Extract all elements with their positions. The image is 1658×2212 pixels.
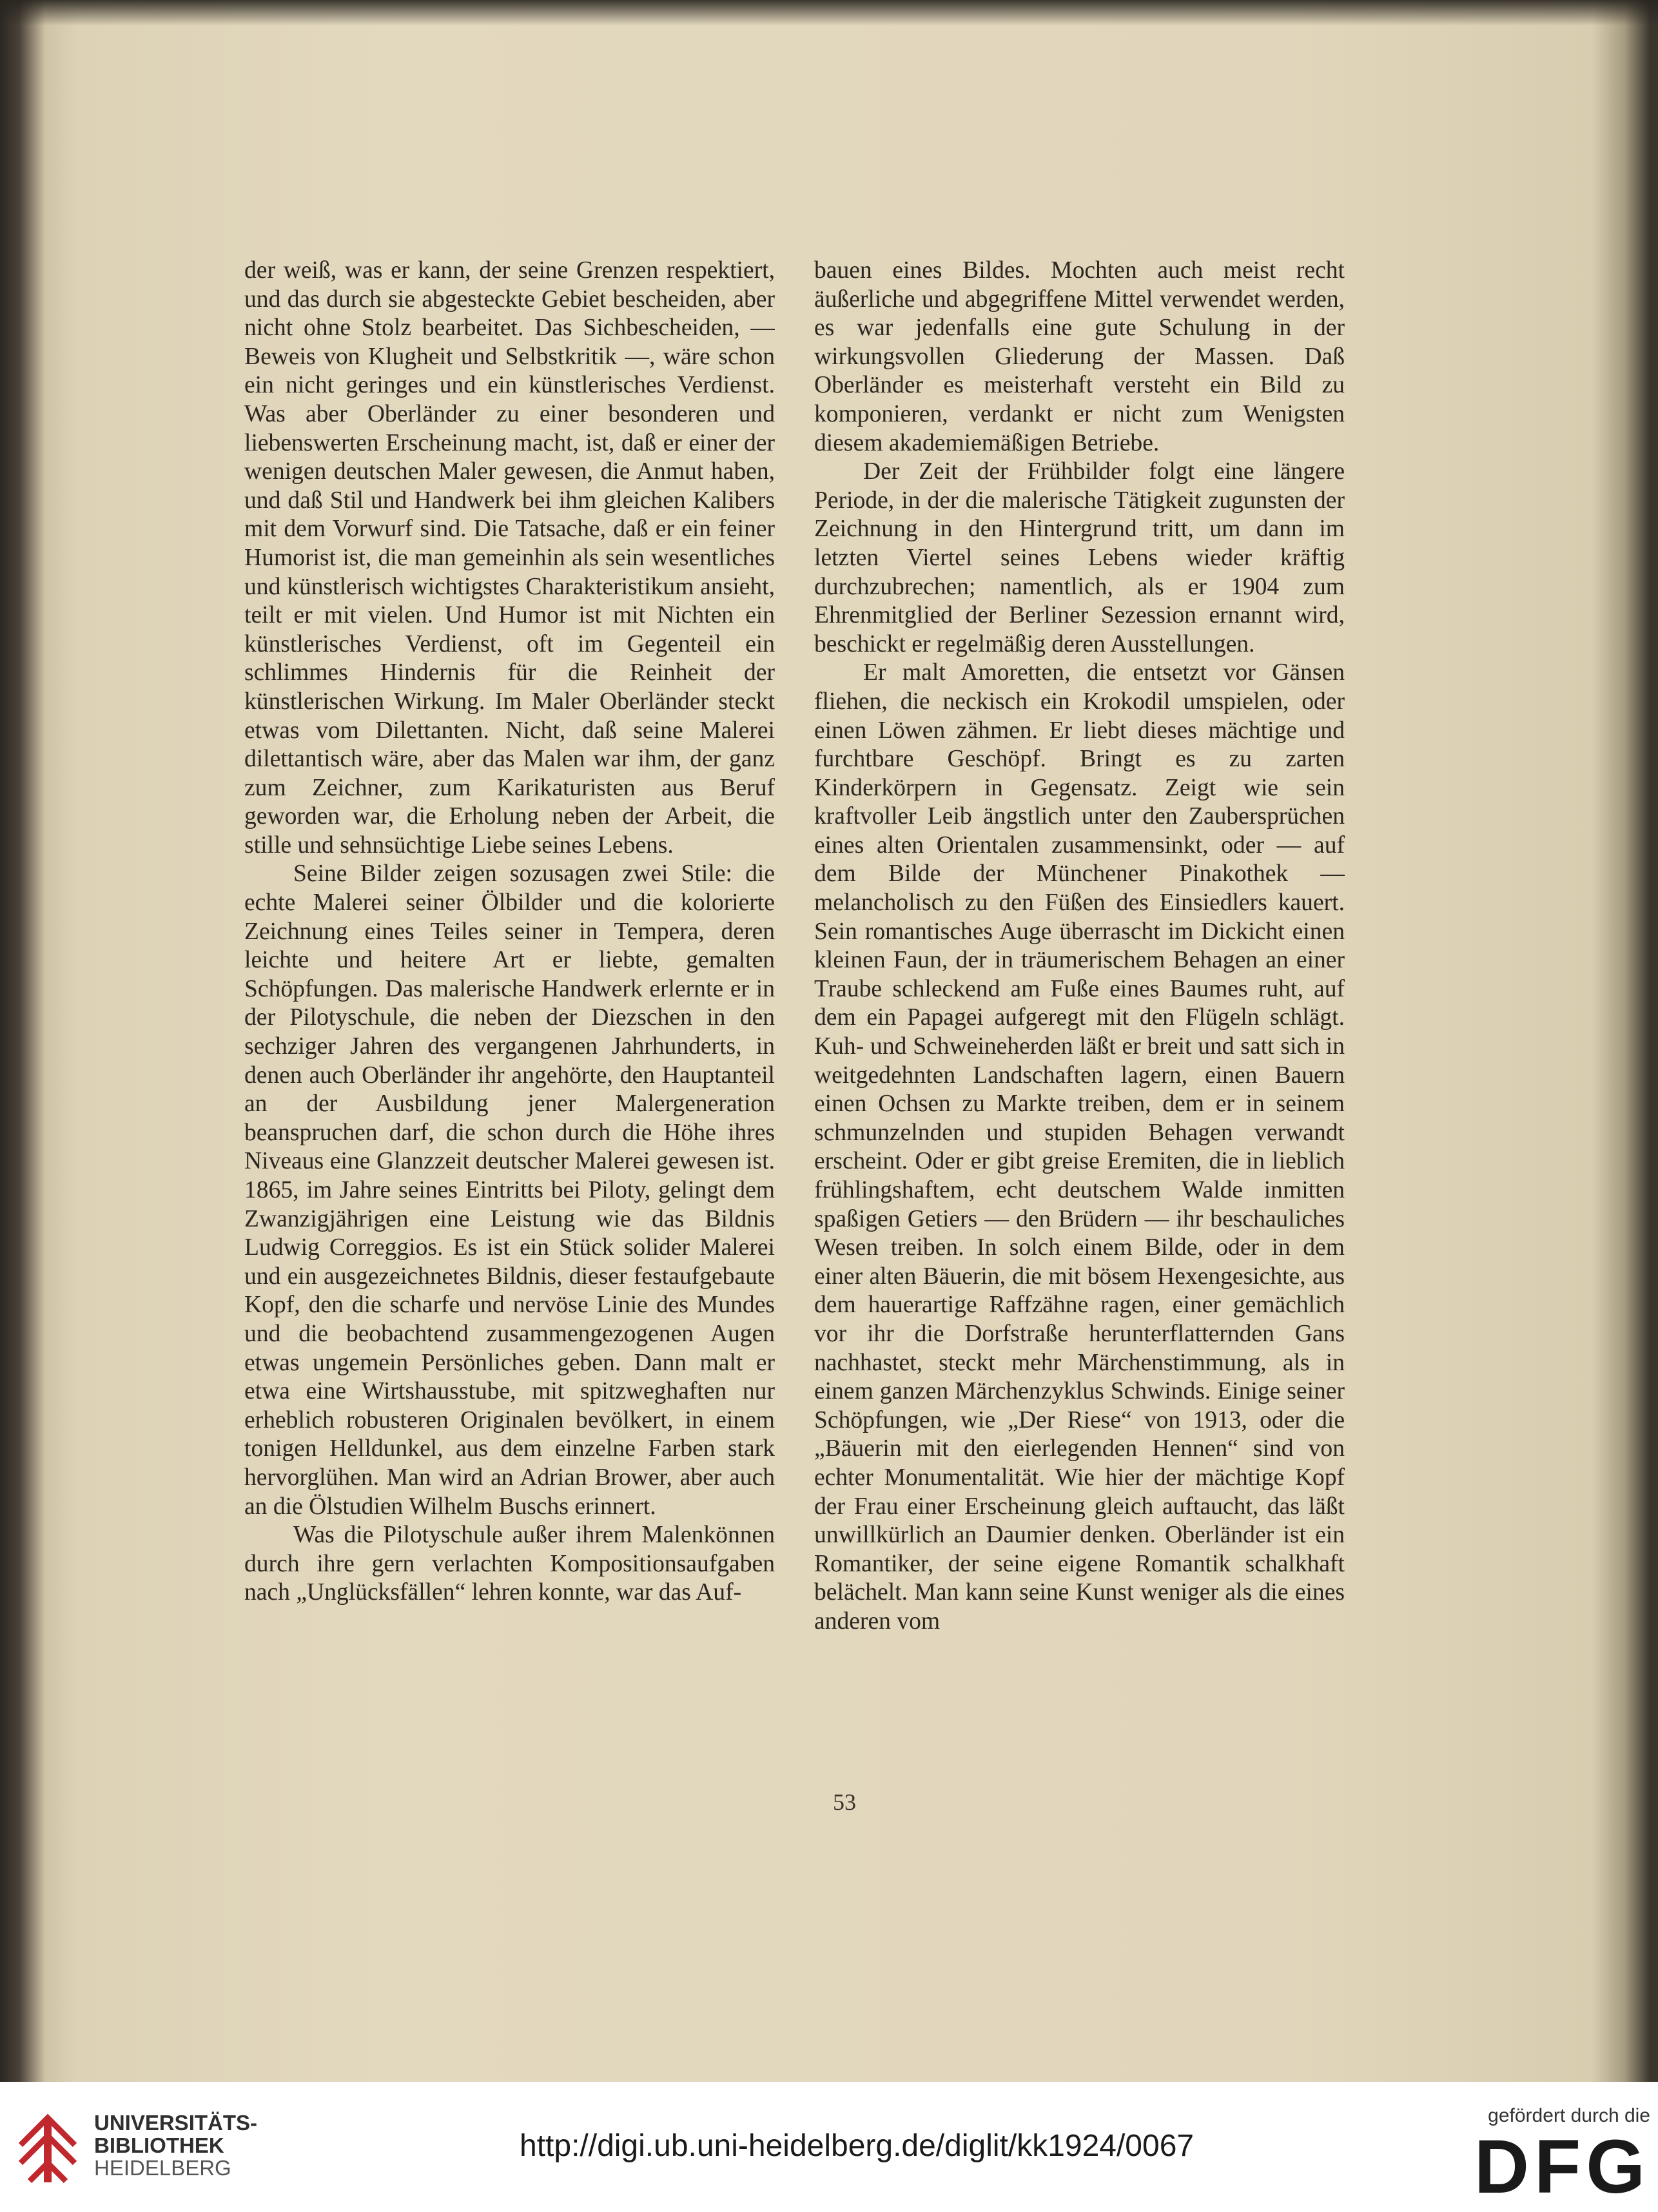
- funding-notice[interactable]: [1457, 2105, 1650, 2209]
- right-paragraph-3: Er malt Amoretten, die entsetzt vor Gänsen fliehen, die neckisch ein Krokodil umspielen, oder einen Löwen zähmen. Er liebt dieses mächtige und furchtbare Geschöpf. Bringt es zu zarten Kinderkörpern in Gegensatz. Zeigt wie sein kraftvoller Leib ängstlich unter den Zaubersprüchen eines alten Orientalen zusammensinkt, oder — auf dem Bilde der Münchener Pinakothek — melancholisch zu den Füßen des Einsiedlers kauert. Sein romantisches Auge überrascht im Dickicht einen kleinen Faun, der in träumerischem Behagen an einer Traube schleckend am Fuße eines Baumes ruht, auf dem ein Papagei aufgeregt mit den Flügeln schlägt. Kuh- und Schweineherden läßt er breit und satt sich in weitgedehnten Landschaften lagern, einen Bauern einen Ochsen zu Markte treiben, dem er in seinem schmunzelnden und stupiden Behagen verwandt erscheint. Oder er gibt greise Eremiten, die in lieblich frühlingshaftem, echt deutschem Walde inmitten spaßigen Getiers — den Brüdern — ihr beschauliches Wesen treiben. In solch einem Bilde, oder in dem einer alten Bäuerin, die mit bösem Hexengesichte, aus dem hauerartige Raffzähne ragen, einer gemächlich vor ihr die Dorfstraße herunterflatternden Gans nachhastet, steckt mehr Märchenstimmung, als in einem ganzen Märchenzyklus Schwinds. Einige seiner Schöpfungen, wie „Der Riese“ von 1913, oder die „Bäuerin mit den eierlegenden Hennen“ sind von echter Monumentalität. Wie hier der mächtige Kopf der Frau einer Erscheinung gleich auftaucht, das läßt unwillkürlich an Daumier denken. Oberländer ist ein Romantiker, der seine eigene Romantik schalkhaft belächelt. Man kann seine Kunst weniger als die eines anderen vom: [814, 659, 1345, 1635]
- right-column: [814, 257, 1345, 1762]
- funding-caption: gefördert durch die: [1488, 2105, 1650, 2126]
- left-paragraph-2: Seine Bilder zeigen sozusagen zwei Stile: die echte Malerei seiner Ölbilder und die kolorierte Zeichnung eines Teiles seiner in Tempera, deren leichte und heitere Art er liebte, gemalten Schöpfungen. Das malerische Handwerk erlernte er in der Pilotyschule, die neben der Diezschen in den sechziger Jahren des vergangenen Jahrhunderts, in denen auch Oberländer ihr angehörte, den Hauptanteil an der Ausbildung jener Malergeneration beanspruchen darf, die schon durch die Höhe ihres Niveaus eine Glanzzeit deutscher Malerei gewesen ist. 1865, im Jahre seines Eintritts bei Piloty, gelingt dem Zwanzigjährigen eine Leistung wie das Bildnis Ludwig Correggios. Es ist ein Stück solider Malerei und ein ausgezeichnetes Bildnis, dieser festaufgebaute Kopf, den die scharfe und nervöse Linie des Mundes und die beobachtend zusammengezogenen Augen etwas ungemein Persönliches geben. Dann malt er etwa eine Wirtshausstube, mit spitzweghaften nur erheblich robusteren Originalen bevölkert, in einem tonigen Helldunkel, aus dem einzelne Farben stark hervorglühen. Man wird an Adrian Brower, aber auch an die Ölstudien Wilhelm Buschs erinnert.: [244, 860, 775, 1520]
- library-name-line-2: BIBLIOTHEK: [94, 2133, 224, 2157]
- dfg-logo: DFG: [1474, 2124, 1650, 2209]
- viewer-footer: [0, 2082, 1658, 2212]
- right-paragraph-1: bauen eines Bildes. Mochten auch meist recht äußerliche und abgegriffene Mittel verwendet werden, es war jedenfalls eine gute Schulung in der wirkungsvollen Gliederung der Massen. Daß Oberländer es meisterhaft versteht ein Bild zu komponieren, verdankt er nicht zum Wenigsten diesem akademiemäßigen Betriebe.: [814, 257, 1345, 456]
- university-library-logo-icon[interactable]: [14, 2105, 86, 2189]
- right-paragraph-2: Der Zeit der Frühbilder folgt eine längere Periode, in der die malerische Tätigkeit zugunsten der Zeichnung in den Hintergrund tritt, um dann im letzten Viertel seines Lebens wieder kräftig durchzubrechen; namentlich, als er 1904 zum Ehrenmitglied der Berliner Sezession ernannt wird, beschickt er regelmäßig deren Ausstellungen.: [814, 458, 1345, 657]
- left-column: [244, 257, 775, 1762]
- left-paragraph-3: Was die Pilotyschule außer ihrem Malenkönnen durch ihre gern verlachten Kompositionsaufgaben nach „Unglücksfällen“ lehren konnte, war das Auf-: [244, 1522, 775, 1606]
- university-library-name[interactable]: [94, 2111, 257, 2179]
- page-number: 53: [833, 1789, 856, 1815]
- library-name-line-1: UNIVERSITÄTS-: [94, 2111, 258, 2135]
- library-name-line-3: HEIDELBERG: [94, 2156, 231, 2180]
- scan-shadow: [0, 0, 1658, 26]
- left-paragraph-1: der weiß, was er kann, der seine Grenzen respektiert, und das durch sie abgesteckte Gebiet bescheiden, aber nicht ohne Stolz bearbeitet. Das Sichbescheiden, — Beweis von Klugheit und Selbstkritik —, wäre schon ein nicht geringes und ein künstlerisches Verdienst. Was aber Oberländer zu einer besonderen und liebenswerten Erscheinung macht, ist, daß er einer der wenigen deutschen Maler gewesen, die Anmut haben, und daß Stil und Handwerk bei ihm gleichen Kalibers mit dem Vorwurf sind. Die Tatsache, daß er ein feiner Humorist ist, die man gemeinhin als sein wesentliches und künstlerisch wichtigstes Charakteristikum ansieht, teilt er mit vielen. Und Humor ist mit Nichten ein künstlerisches Verdienst, oft im Gegenteil ein schlimmes Hindernis für die Reinheit der künstlerischen Wirkung. Im Maler Oberländer steckt etwas vom Dilettanten. Nicht, daß seine Malerei dilettantisch wäre, aber das Malen war ihm, der ganz zum Zeichner, zum Karikaturisten aus Beruf geworden war, die Erholung neben der Arbeit, die stille und sehnsüchtige Liebe seines Lebens.: [244, 257, 775, 859]
- page-area: [52, 26, 1618, 2069]
- permalink-url[interactable]: http://digi.ub.uni-heidelberg.de/diglit/kk1924/0067: [520, 2129, 1195, 2163]
